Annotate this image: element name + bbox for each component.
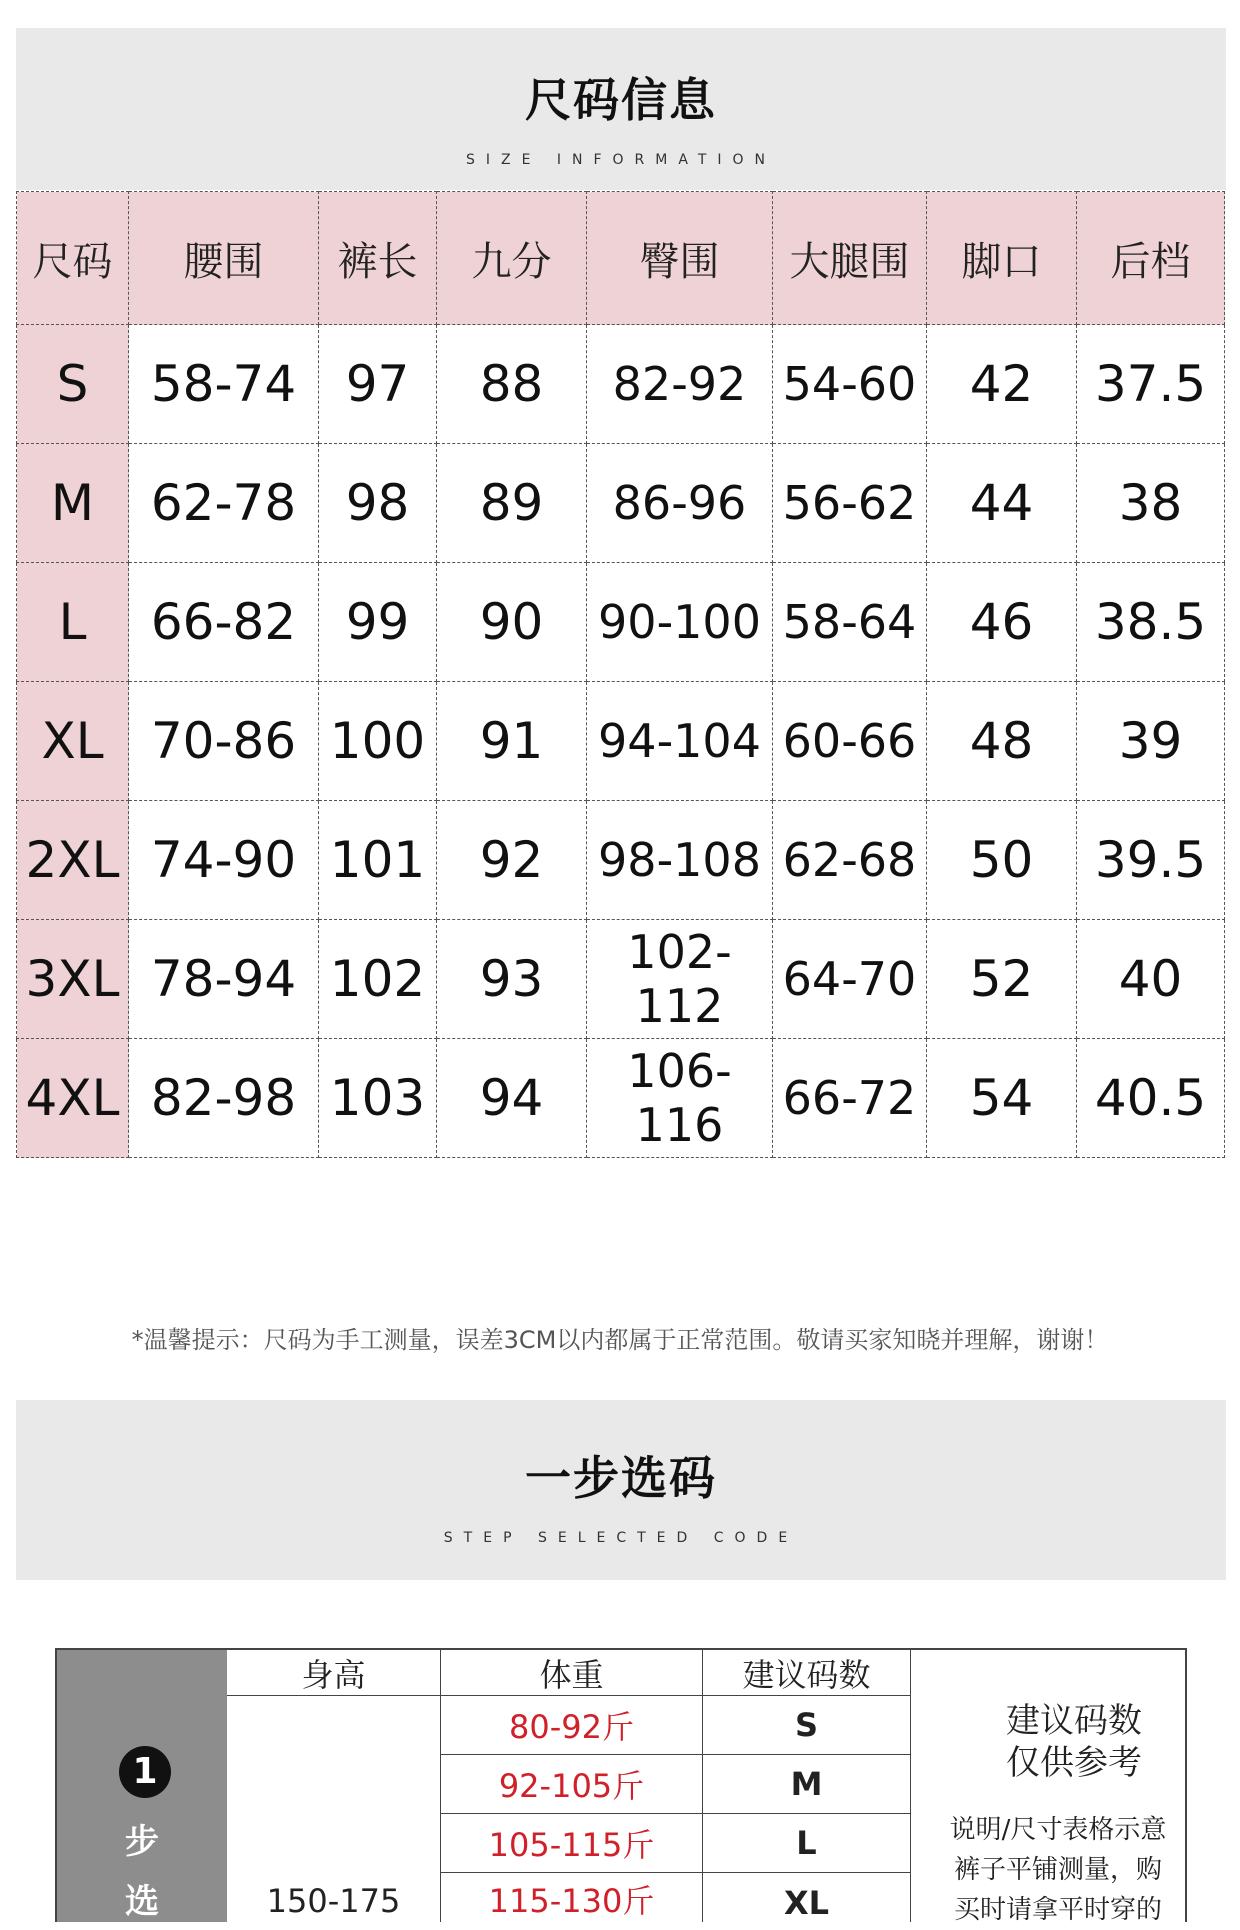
thigh-cell: 54-60 — [773, 325, 927, 444]
step-select-banner — [16, 1400, 1226, 1580]
hem-cell: 48 — [927, 682, 1077, 801]
size-table — [16, 191, 1225, 1158]
thigh-cell: 60-66 — [773, 682, 927, 801]
hip-cell: 82-92 — [587, 325, 773, 444]
ninth-length-cell: 88 — [437, 325, 587, 444]
advice-note — [931, 1810, 1185, 1930]
thigh-cell: 58-64 — [773, 563, 927, 682]
header-cell-hip: 臀围 — [587, 192, 773, 325]
hem-cell: 50 — [927, 801, 1077, 920]
step-char: 选 — [125, 1882, 159, 1922]
hem-cell: 46 — [927, 563, 1077, 682]
weight-cell: 80-92斤 — [441, 1696, 703, 1755]
size-info-subtitle: SIZE INFORMATION — [465, 152, 777, 168]
header-cell-thigh: 大腿围 — [773, 192, 927, 325]
thigh-cell: 56-62 — [773, 444, 927, 563]
step-char: 步 — [125, 1822, 159, 1862]
suggested-size-cell: M — [703, 1755, 911, 1814]
hip-cell: 94-104 — [587, 682, 773, 801]
length-cell: 102 — [319, 920, 437, 1039]
header-cell-hem: 脚口 — [927, 192, 1077, 325]
hem-cell: 54 — [927, 1039, 1077, 1158]
rise-cell: 39.5 — [1077, 801, 1225, 920]
table-row — [17, 444, 1225, 563]
table-row — [17, 920, 1225, 1039]
ninth-length-cell: 89 — [437, 444, 587, 563]
height-range-cell: 150-175 — [227, 1696, 441, 1922]
header-cell-waist: 腰围 — [129, 192, 319, 325]
size-info-banner — [16, 28, 1226, 190]
waist-cell: 62-78 — [129, 444, 319, 563]
guide-header-size: 建议码数 — [703, 1650, 911, 1696]
size-cell: L — [17, 563, 129, 682]
header-cell-ninth-length: 九分 — [437, 192, 587, 325]
rise-cell: 38 — [1077, 444, 1225, 563]
advice-note-line: 裤子平铺测量，购 — [953, 1855, 1162, 1885]
size-cell: M — [17, 444, 129, 563]
advice-title-line: 建议码数 — [1006, 1701, 1142, 1741]
hip-cell: 106-116 — [587, 1039, 773, 1158]
size-table-header — [17, 192, 1225, 325]
size-cell: 4XL — [17, 1039, 129, 1158]
length-cell: 99 — [319, 563, 437, 682]
weight-cell: 115-130斤 — [441, 1873, 703, 1922]
table-row — [17, 801, 1225, 920]
size-cell: 2XL — [17, 801, 129, 920]
ninth-length-cell: 94 — [437, 1039, 587, 1158]
hip-cell: 102-112 — [587, 920, 773, 1039]
rise-cell: 37.5 — [1077, 325, 1225, 444]
rise-cell: 38.5 — [1077, 563, 1225, 682]
suggested-size-cell: L — [703, 1814, 911, 1873]
header-cell-size: 尺码 — [17, 192, 129, 325]
size-cell: 3XL — [17, 920, 129, 1039]
length-cell: 97 — [319, 325, 437, 444]
ninth-length-cell: 93 — [437, 920, 587, 1039]
suggested-size-cell: XL — [703, 1873, 911, 1922]
rise-cell: 39 — [1077, 682, 1225, 801]
hem-cell: 44 — [927, 444, 1077, 563]
waist-cell: 82-98 — [129, 1039, 319, 1158]
length-cell: 98 — [319, 444, 437, 563]
advice-title-line: 仅供参考 — [1006, 1743, 1142, 1783]
header-cell-rise: 后档 — [1077, 192, 1225, 325]
ninth-length-cell: 90 — [437, 563, 587, 682]
step-select-subtitle: STEP SELECTED CODE — [443, 1530, 799, 1546]
hem-cell: 52 — [927, 920, 1077, 1039]
step-select-title: 一步选码 — [525, 1451, 717, 1505]
waist-cell: 74-90 — [129, 801, 319, 920]
hip-cell: 90-100 — [587, 563, 773, 682]
waist-cell: 58-74 — [129, 325, 319, 444]
step-number-badge: 1 — [119, 1746, 171, 1798]
size-guide — [55, 1648, 1187, 1925]
guide-header-weight: 体重 — [441, 1650, 703, 1696]
suggested-size-cell: S — [703, 1696, 911, 1755]
size-info-title: 尺码信息 — [525, 73, 717, 127]
advice-title — [963, 1700, 1185, 1784]
waist-cell: 66-82 — [129, 563, 319, 682]
ninth-length-cell: 92 — [437, 801, 587, 920]
thigh-cell: 62-68 — [773, 801, 927, 920]
step-side-band — [57, 1650, 227, 1922]
waist-cell: 70-86 — [129, 682, 319, 801]
ninth-length-cell: 91 — [437, 682, 587, 801]
hip-cell: 98-108 — [587, 801, 773, 920]
table-row — [17, 1039, 1225, 1158]
size-cell: S — [17, 325, 129, 444]
waist-cell: 78-94 — [129, 920, 319, 1039]
weight-cell: 92-105斤 — [441, 1755, 703, 1814]
advice-note-line: 买时请拿平时穿的 — [953, 1895, 1162, 1925]
measurement-note: *温馨提示：尺码为手工测量，误差3CM以内都属于正常范围。敬请买家知晓并理解，谢谢！ — [131, 1326, 1109, 1354]
hip-cell: 86-96 — [587, 444, 773, 563]
guide-header-height: 身高 — [227, 1650, 441, 1696]
advice-note-line: 说明/尺寸表格示意 — [949, 1815, 1167, 1845]
length-cell: 101 — [319, 801, 437, 920]
length-cell: 100 — [319, 682, 437, 801]
weight-cell: 105-115斤 — [441, 1814, 703, 1873]
length-cell: 103 — [319, 1039, 437, 1158]
thigh-cell: 66-72 — [773, 1039, 927, 1158]
thigh-cell: 64-70 — [773, 920, 927, 1039]
rise-cell: 40.5 — [1077, 1039, 1225, 1158]
table-row — [17, 682, 1225, 801]
header-cell-length: 裤长 — [319, 192, 437, 325]
hem-cell: 42 — [927, 325, 1077, 444]
rise-cell: 40 — [1077, 920, 1225, 1039]
size-cell: XL — [17, 682, 129, 801]
table-row — [17, 325, 1225, 444]
table-row — [17, 563, 1225, 682]
